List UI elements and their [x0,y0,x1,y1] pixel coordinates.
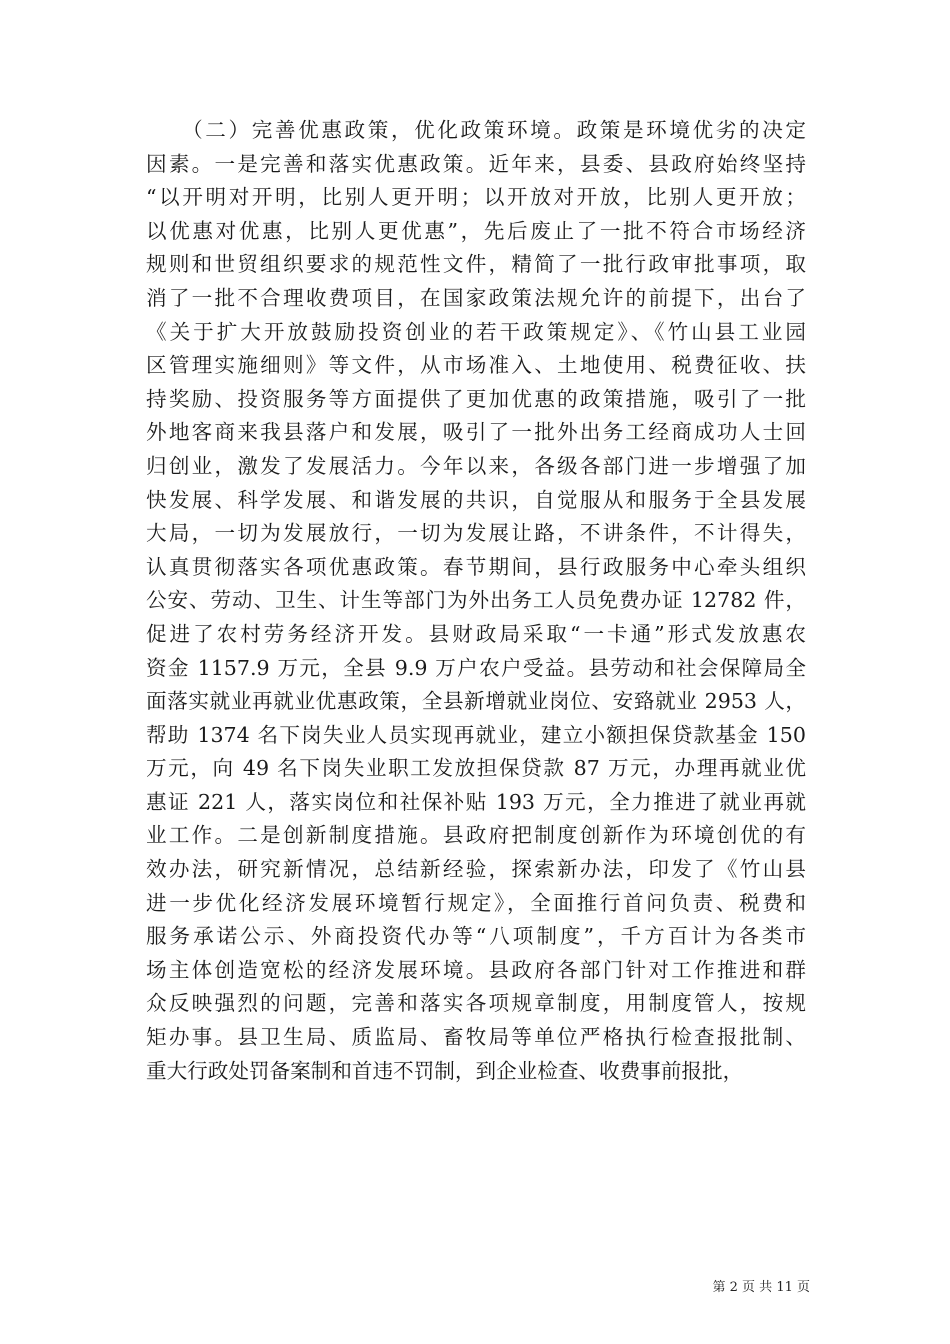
text-line: 公安、劳动、卫生、计生等部门为外出务工人员免费办证 12782 件， [146,588,806,613]
text-line: 面落实就业再就业优惠政策，全县新增就业岗位、安臵就业 2953 人， [146,689,806,714]
text-line: 服务承诺公示、外商投资代办等“八项制度”，千方百计为各类市 [146,924,806,949]
page-number: 第 2 页 共 11 页 [712,1280,810,1295]
text-line: 规则和世贸组织要求的规范性文件，精简了一批行政审批事项，取 [146,252,806,277]
text-line: （二）完善优惠政策，优化政策环境。政策是环境优劣的决定 [146,118,806,142]
text-line: 重大行政处罚备案制和首违不罚制，到企业检查、收费事前报批， [146,1058,744,1083]
body-paragraph [146,114,806,1088]
text-line: “以开明对开明，比别人更开明；以开放对开放，比别人更开放； [146,185,806,210]
text-line: 因素。一是完善和落实优惠政策。近年来，县委、县政府始终坚持 [146,151,806,176]
text-line: 矩办事。县卫生局、质监局、畜牧局等单位严格执行检查报批制、 [146,1025,806,1050]
text-line: 归创业，激发了发展活力。今年以来，各级各部门进一步增强了加 [146,453,806,478]
text-line: 效办法，研究新情况，总结新经验，探索新办法，印发了《竹山县 [146,857,806,882]
text-line: 区管理实施细则》等文件，从市场准入、土地使用、税费征收、扶 [146,353,806,378]
text-line: 外地客商来我县落户和发展，吸引了一批外出务工经商成功人士回 [146,420,806,445]
text-line: 场主体创造宽松的经济发展环境。县政府各部门针对工作推进和群 [146,957,806,982]
text-line: 认真贯彻落实各项优惠政策。春节期间，县行政服务中心牵头组织 [146,554,806,579]
text-line: 资金 1157.9 万元，全县 9.9 万户农户受益。县劳动和社会保障局全 [146,655,806,680]
text-line: 帮助 1374 名下岗失业人员实现再就业，建立小额担保贷款基金 150 [146,722,806,747]
text-line: 惠证 221 人，落实岗位和社保补贴 193 万元，全力推进了就业再就 [146,789,806,814]
text-line: 促进了农村劳务经济开发。县财政局采取“一卡通”形式发放惠农 [146,621,806,646]
text-line: 业工作。二是创新制度措施。县政府把制度创新作为环境创优的有 [146,823,806,848]
text-line: 《关于扩大开放鼓励投资创业的若干政策规定》、《竹山县工业园 [146,319,806,344]
text-line: 万元，向 49 名下岗失业职工发放担保贷款 87 万元，办理再就业优 [146,756,806,781]
text-line: 快发展、科学发展、和谐发展的共识，自觉服从和服务于全县发展 [146,487,806,512]
text-line: 持奖励、投资服务等方面提供了更加优惠的政策措施，吸引了一批 [146,386,806,411]
text-line: 消了一批不合理收费项目，在国家政策法规允许的前提下，出台了 [146,285,806,310]
text-line: 进一步优化经济发展环境暂行规定》，全面推行首问负责、税费和 [146,890,806,915]
text-line: 以优惠对优惠，比别人更优惠”，先后废止了一批不符合市场经济 [146,218,806,243]
text-line: 大局，一切为发展放行，一切为发展让路，不讲条件，不计得失， [146,521,806,546]
text-line: 众反映强烈的问题，完善和落实各项规章制度，用制度管人，按规 [146,991,806,1016]
